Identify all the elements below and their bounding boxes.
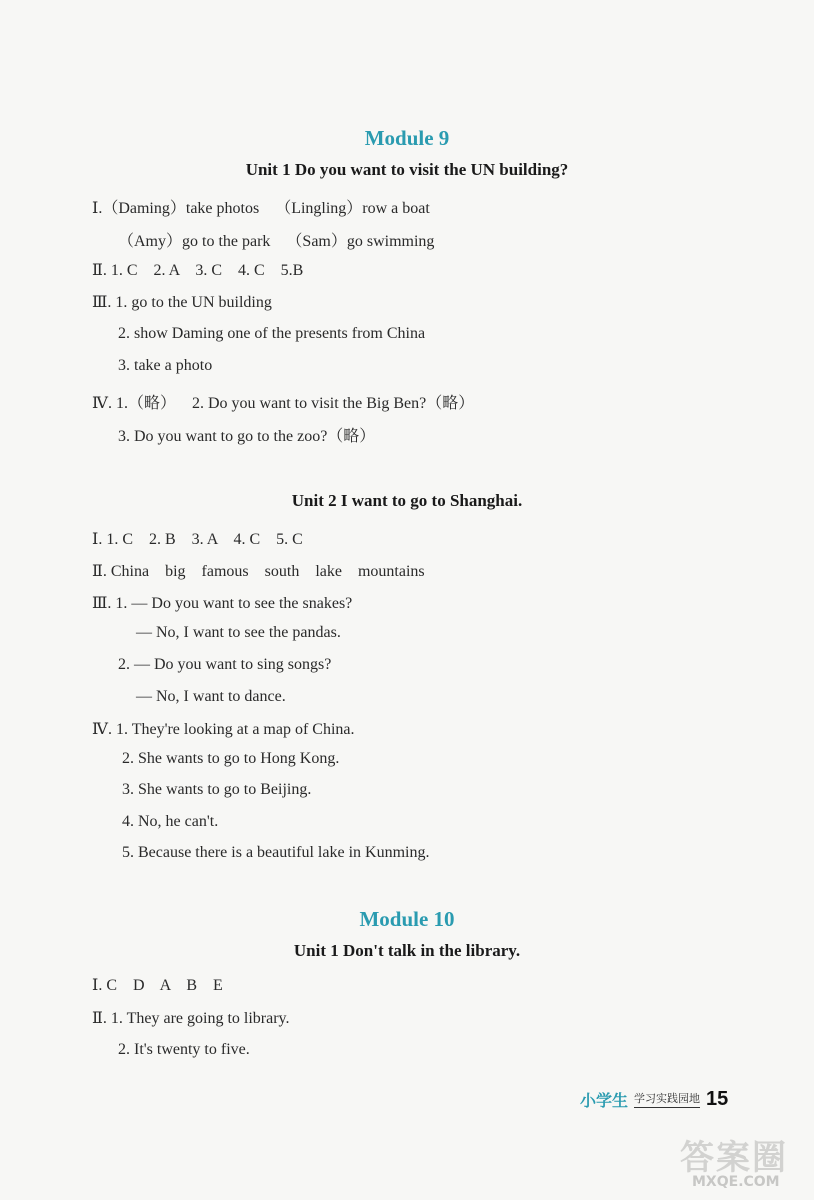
- module-10-unit-1-title: Unit 1 Don't talk in the library.: [293, 941, 521, 960]
- m10u1-answer-line: Ⅱ. 1. They are going to library.: [92, 1010, 290, 1027]
- m9u1-answer-line: （Amy）go to the park （Sam）go swimming: [118, 233, 435, 250]
- m9u2-answer-line: Ⅳ. 1. They're looking at a map of China.: [92, 721, 355, 738]
- m9u1-answer-line: Ⅰ.（Daming）take photos （Lingling）row a boat: [92, 200, 430, 217]
- page-footer: [580, 1086, 728, 1112]
- m9u1-answer-line: Ⅲ. 1. go to the UN building: [92, 294, 272, 311]
- m10u1-answer-line: 2. It's twenty to five.: [118, 1041, 250, 1058]
- watermark-url: MXQE.COM: [692, 1174, 780, 1190]
- m9u2-answer-line: 5. Because there is a beautiful lake in Kunming.: [122, 844, 430, 861]
- m9u2-answer-line: 2. — Do you want to sing songs?: [118, 656, 332, 673]
- m9u1-answer-line: Ⅱ. 1. C 2. A 3. C 4. C 5.B: [92, 262, 304, 279]
- m9u2-answer-line: — No, I want to dance.: [136, 688, 286, 705]
- m9u2-answer-line: Ⅰ. 1. C 2. B 3. A 4. C 5. C: [92, 531, 303, 548]
- watermark-logo-text: 答案圈: [680, 1138, 788, 1178]
- module-9-unit-1-title: Unit 1 Do you want to visit the UN building?: [245, 160, 569, 179]
- m9u1-answer-line: 3. take a photo: [118, 357, 213, 374]
- page-number: 15: [706, 1087, 729, 1110]
- watermark: [672, 1130, 808, 1192]
- m9u2-answer-line: — No, I want to see the pandas.: [136, 624, 341, 641]
- m9u2-answer-line: 2. She wants to go to Hong Kong.: [122, 750, 340, 767]
- m9u1-answer-line: Ⅳ. 1.（略） 2. Do you want to visit the Big Ben?（略）: [92, 395, 475, 412]
- module-9-unit-2-title: Unit 2 I want to go to Shanghai.: [291, 491, 523, 510]
- module-9-title: Module 9: [364, 126, 450, 150]
- m9u1-answer-line: 2. show Daming one of the presents from China: [118, 325, 426, 342]
- module-10-title: Module 10: [359, 907, 455, 931]
- m9u2-answer-line: 4. No, he can't.: [122, 813, 219, 830]
- footer-brand: 小学生: [580, 1090, 629, 1110]
- m9u2-answer-line: 3. She wants to go to Beijing.: [122, 781, 312, 798]
- m10u1-answer-line: Ⅰ. C D A B E: [92, 977, 223, 994]
- footer-subtitle: 学习实践园地: [634, 1090, 700, 1108]
- m9u2-answer-line: Ⅲ. 1. — Do you want to see the snakes?: [92, 595, 353, 612]
- m9u1-answer-line: 3. Do you want to go to the zoo?（略）: [118, 428, 376, 445]
- m9u2-answer-line: Ⅱ. China big famous south lake mountains: [92, 563, 425, 580]
